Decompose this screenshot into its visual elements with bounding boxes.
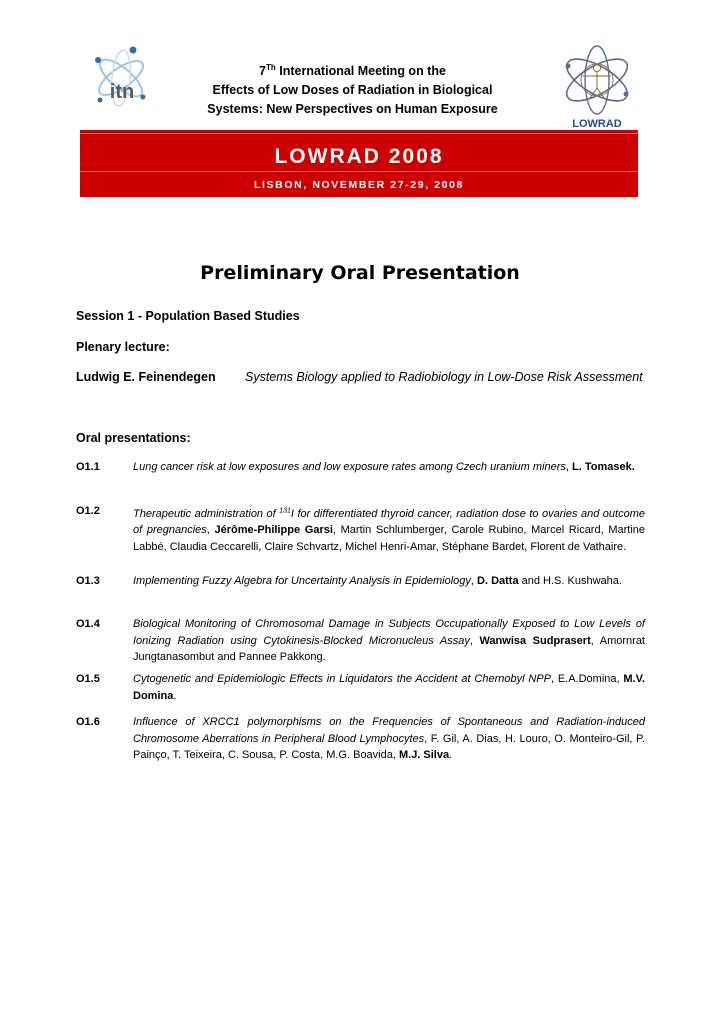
presentation-presenter: M.V. Domina (133, 673, 645, 702)
presentation-code: O1.1 (76, 461, 100, 473)
lowrad-logo-text: LOWRAD (572, 118, 622, 130)
presentation-title: Lung cancer risk at low exposures and low exposure rates among Czech uranium miners (133, 461, 566, 473)
presentation-entry: Implementing Fuzzy Algebra for Uncertainty Analysis in Epidemiology, D. Datta and H.S. Kushwaha. (133, 575, 622, 587)
banner-rule-top (80, 133, 638, 134)
page-title: Preliminary Oral Presentation (200, 262, 520, 284)
presentation-code: O1.4 (76, 618, 100, 630)
banner-subtitle: LISBON, NOVEMBER 27-29, 2008 (254, 179, 464, 191)
presentation-title: Implementing Fuzzy Algebra for Uncertainty Analysis in Epidemiology (133, 575, 471, 587)
presentation-code: O1.5 (76, 673, 100, 685)
meeting-line-1: International Meeting on the (275, 64, 446, 78)
banner-rule-middle (80, 171, 638, 172)
plenary-label: Plenary lecture: (76, 340, 170, 354)
meeting-ordinal-sup: Th (266, 62, 276, 72)
presentation-presenter: L. Tomasek. (572, 461, 635, 473)
presentation-authors: . (449, 749, 453, 761)
presentation-presenter: D. Datta (477, 575, 519, 587)
presentation-entry: Therapeutic administration of $^{131}$I for differentiated thyroid cancer, radiation dose to ovaries and outcome of pregnancies, Jérôme-Philippe Garsi, Martin Schlumberger, Carole Rubino, Marcel Ricard, Martine Labbé, Claudia Ceccarelli, Claire Schvartz, Michel Henri-Amar, Stéphane Bardet, Florent de Vathaire. (133, 507, 645, 553)
presentation-title-prefix: Therapeutic administration of (133, 507, 280, 520)
session-title: Session 1 - Population Based Studies (76, 309, 300, 323)
presentation-authors: . (173, 689, 177, 702)
presentation-title: Influence of XRCC1 polymorphisms on the Frequencies of Spontaneous and Radiation-induced Chromosome Aberrations in Peripheral Blood Lymphocytes (133, 716, 645, 745)
itn-logo-text: itn (109, 81, 135, 103)
presentation-entry: Lung cancer risk at low exposures and low exposure rates among Czech uranium miners, L. Tomasek. (133, 461, 635, 473)
presentation-authors: , Amornrat Jungtanasombut and Pannee Pakkong. (133, 634, 645, 663)
lowrad-logo (554, 44, 640, 132)
presentation-presenter: Wanwisa Sudprasert (479, 634, 591, 647)
plenary-speaker: Ludwig E. Feinendegen (76, 370, 216, 384)
meeting-title (150, 62, 555, 119)
plenary-title: Systems Biology applied to Radiobiology in Low-Dose Risk Assessment (245, 370, 643, 384)
presentation-title: I for differentiated thyroid cancer, radiation dose to ovaries and outcome of pregnancies (133, 507, 645, 537)
meeting-ordinal: 7 (259, 64, 266, 78)
presentation-authors-before: F. Gil, A. Dias, H. Louro, O. Monteiro-Gil, P. Painço, T. Teixeira, C. Sousa, P. Costa, M.G. Boavida, (133, 732, 645, 761)
presentation-title: Biological Monitoring of Chromosomal Damage in Subjects Occupationally Exposed to Low Levels of Ionizing Radiation using Cytokinesis-Blocked Micronucleus Assay (133, 618, 645, 647)
presentation-authors: , Martin Schlumberger, Carole Rubino, Marcel Ricard, Martine Labbé, Claudia Ceccarelli, Claire Schvartz, Michel Henri-Amar, Stéphane Bardet, Florent de Vathaire. (133, 524, 645, 553)
presentation-code: O1.2 (76, 505, 100, 517)
presentation-authors-before: E.A.Domina, (557, 673, 624, 685)
presentation-entry: Biological Monitoring of Chromosomal Damage in Subjects Occupationally Exposed to Low Levels of Ionizing Radiation using Cytokinesis-Blocked Micronucleus Assay, Wanwisa Sudprasert, Amornrat Jungtanasombut and Pannee Pakkong. (133, 618, 645, 663)
banner-title: LOWRAD 2008 (274, 145, 444, 168)
presentation-presenter: Jérôme-Philippe Garsi (214, 524, 333, 537)
presentation-presenter: M.J. Silva (398, 749, 450, 761)
presentation-authors: and H.S. Kushwaha. (518, 575, 622, 587)
oral-presentations-label: Oral presentations: (76, 431, 191, 445)
itn-logo (88, 42, 154, 112)
presentation-entry: Influence of XRCC1 polymorphisms on the Frequencies of Spontaneous and Radiation-induced Chromosome Aberrations in Peripheral Blood Lymphocytes, F. Gil, A. Dias, H. Louro, O. Monteiro-Gil, P. Painço, T. Teixeira, C. Sousa, P. Costa, M.G. Boavida, M.J. Silva. (133, 716, 645, 761)
presentation-entry: Cytogenetic and Epidemiologic Effects in Liquidators the Accident at Chernobyl NPP, E.A.Domina, M.V. Domina. (133, 673, 645, 702)
meeting-line-2: Effects of Low Doses of Radiation in Biological (212, 83, 493, 97)
presentation-title-sup: 131 (279, 507, 291, 514)
conference-banner (80, 130, 638, 197)
presentation-title: Cytogenetic and Epidemiologic Effects in Liquidators the Accident at Chernobyl NPP (133, 673, 551, 685)
presentation-code: O1.3 (76, 575, 100, 587)
meeting-line-3: Systems: New Perspectives on Human Exposure (207, 102, 498, 116)
presentation-code: O1.6 (76, 716, 100, 728)
